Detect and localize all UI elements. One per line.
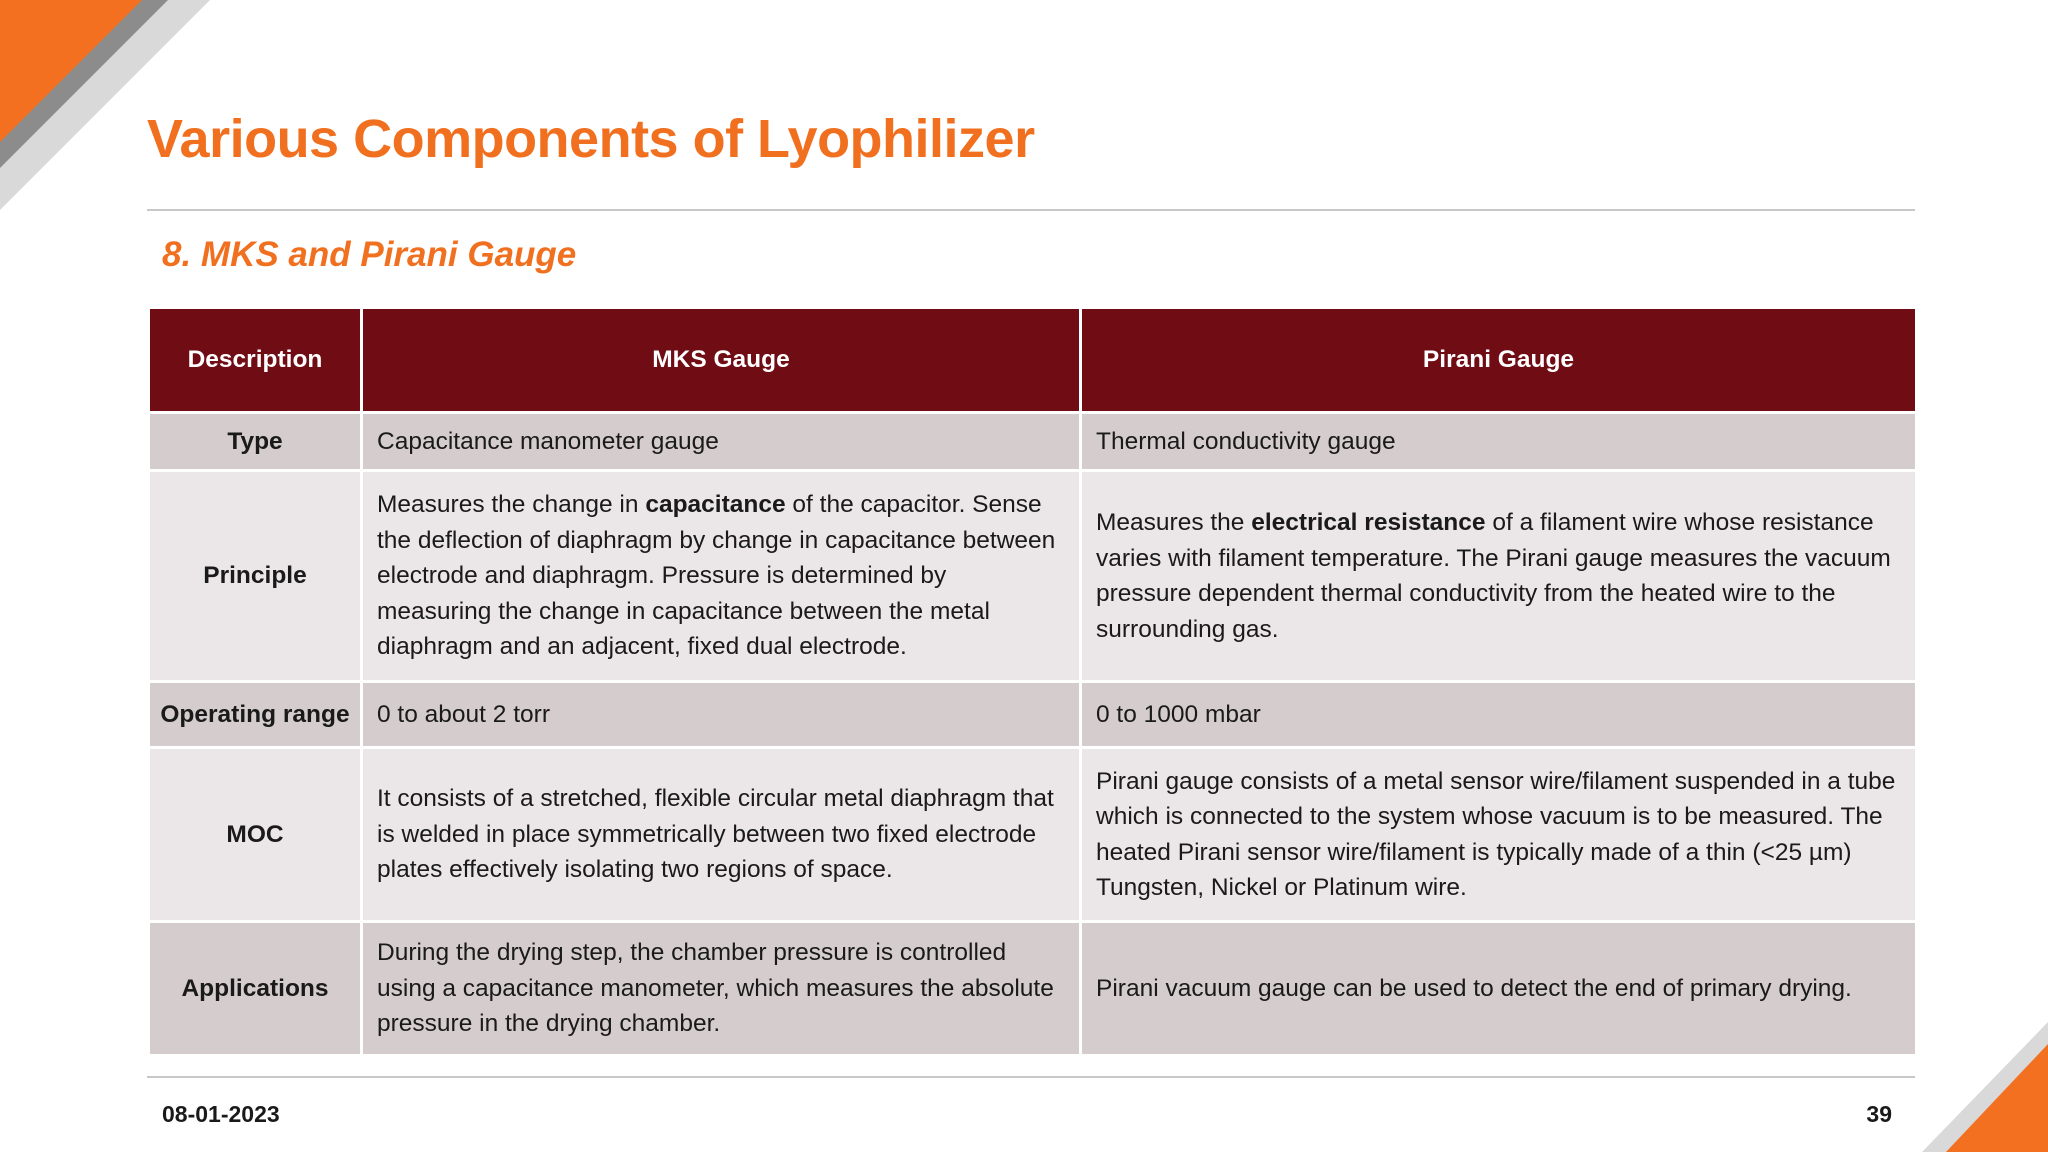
table-row-type: [149, 413, 1917, 471]
pirani-cell: Pirani vacuum gauge can be used to detect the end of primary drying.: [1081, 922, 1917, 1056]
cell-text-bold: capacitance: [645, 491, 786, 519]
mks-cell: During the drying step, the chamber pressure is controlled using a capacitance manometer, which measures the absolute pressure in the drying chamber.: [362, 922, 1081, 1056]
pirani-cell: Pirani gauge consists of a metal sensor wire/filament suspended in a tube which is connected to the system whose vacuum is to be measured. The heated Pirani sensor wire/filament is typically made of a thin (<25 µm) Tungsten, Nickel or Platinum wire.: [1081, 748, 1917, 922]
pirani-cell: 0 to 1000 mbar: [1081, 682, 1917, 748]
row-label: Operating range: [149, 682, 362, 748]
cell-text: of a filament wire whose resistance varies with filament temperature. The Pirani gauge measures the vacuum pressure dependent thermal conductivity from the heated wire to the surrounding gas.: [1096, 509, 1891, 643]
cell-text: Measures the change in: [377, 491, 646, 519]
row-label: Applications: [149, 922, 362, 1056]
cell-text: of the capacitor. Sense the deflection of diaphragm by change in capacitance between electrode and diaphragm. Pressure is determined by measuring the change in capacitance between the metal diaphragm and an adjacent, fixed dual electrode.: [377, 491, 1056, 661]
comparison-table: [147, 306, 1918, 1057]
table-row-principle: [149, 471, 1917, 682]
row-label: Type: [149, 413, 362, 471]
header-pirani-gauge: Pirani Gauge: [1081, 308, 1917, 413]
cell-text-bold: electrical resistance: [1251, 509, 1486, 536]
footer-divider: [147, 1076, 1915, 1078]
mks-cell: It consists of a stretched, flexible circular metal diaphragm that is welded in place symmetrically between two fixed electrode plates effectively isolating two regions of space.: [362, 748, 1081, 922]
pirani-cell: Thermal conductivity gauge: [1081, 413, 1917, 471]
page-number: 39: [1866, 1101, 1892, 1127]
pirani-cell: [1081, 471, 1917, 682]
mks-cell: Capacitance manometer gauge: [362, 413, 1081, 471]
footer-date: 08-01-2023: [162, 1101, 280, 1127]
table-header-row: [149, 308, 1917, 413]
table-row-operating-range: [149, 682, 1917, 748]
header-mks-gauge: MKS Gauge: [362, 308, 1081, 413]
header-description: Description: [149, 308, 362, 413]
row-label: MOC: [149, 748, 362, 922]
table-row-moc: [149, 748, 1917, 922]
mks-cell: 0 to about 2 torr: [362, 682, 1081, 748]
cell-text: Measures the: [1096, 509, 1252, 536]
slide-title: Various Components of Lyophilizer: [147, 109, 1035, 169]
mks-cell: [362, 471, 1081, 682]
section-subtitle: 8. MKS and Pirani Gauge: [162, 235, 577, 274]
table-row-applications: [149, 922, 1917, 1056]
row-label: Principle: [149, 471, 362, 682]
title-divider: [147, 209, 1915, 211]
